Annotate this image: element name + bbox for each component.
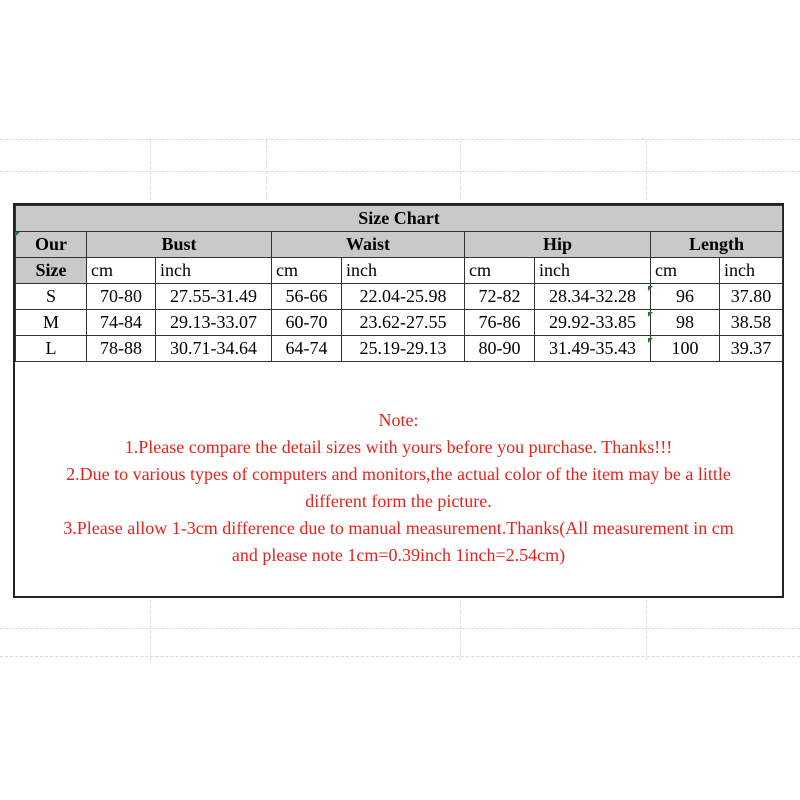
data-cell: 60-70 — [272, 310, 342, 336]
note-line: 2.Due to various types of computers and monitors,the actual color of the item may be a little — [66, 464, 731, 484]
unit-cell: cm — [651, 258, 720, 284]
unit-cell: cm — [87, 258, 156, 284]
data-cell: 22.04-25.98 — [342, 284, 465, 310]
title-row — [16, 206, 783, 232]
sheet-gridline — [646, 140, 647, 200]
data-cell: 31.49-35.43 — [535, 336, 651, 362]
data-cell: 80-90 — [465, 336, 535, 362]
unit-cell: inch — [535, 258, 651, 284]
cell-comment-marker — [648, 286, 653, 291]
sheet-gridline — [0, 656, 800, 657]
group-header-row — [16, 232, 783, 258]
unit-cell: inch — [156, 258, 272, 284]
data-cell: 56-66 — [272, 284, 342, 310]
bust-header: Bust — [87, 232, 272, 258]
unit-cell: inch — [342, 258, 465, 284]
data-cell: 39.37 — [720, 336, 783, 362]
data-cell: 98 — [651, 310, 720, 336]
table-row — [16, 336, 783, 362]
data-cell: 25.19-29.13 — [342, 336, 465, 362]
data-cell: 74-84 — [87, 310, 156, 336]
note-line: 3.Please allow 1-3cm difference due to manual measurement.Thanks(All measurement in cm — [63, 518, 734, 538]
data-cell: 23.62-27.55 — [342, 310, 465, 336]
sheet-gridline — [460, 140, 461, 200]
data-cell: 30.71-34.64 — [156, 336, 272, 362]
data-cell: 29.13-33.07 — [156, 310, 272, 336]
sheet-gridline — [0, 171, 800, 172]
unit-cell: inch — [720, 258, 783, 284]
data-cell: 27.55-31.49 — [156, 284, 272, 310]
chart-title: Size Chart — [16, 206, 783, 232]
note-line: and please note 1cm=0.39inch 1inch=2.54cm) — [231, 545, 566, 565]
data-cell: 78-88 — [87, 336, 156, 362]
data-cell: 29.92-33.85 — [535, 310, 651, 336]
sheet-gridline — [460, 600, 461, 660]
our-size-header-top: Our — [16, 232, 87, 258]
data-cell: 70-80 — [87, 284, 156, 310]
length-header: Length — [651, 232, 783, 258]
our-size-header-bottom: Size — [16, 258, 87, 284]
sheet-gridline — [0, 628, 800, 629]
sheet-gridline — [266, 140, 267, 200]
size-label: M — [16, 310, 87, 336]
note-line: different form the picture. — [305, 491, 492, 511]
data-cell: 100 — [651, 336, 720, 362]
sheet-gridline — [646, 600, 647, 660]
hip-header: Hip — [465, 232, 651, 258]
data-cell: 28.34-32.28 — [535, 284, 651, 310]
note-heading: Note: — [378, 410, 419, 430]
sheet-gridline — [150, 600, 151, 660]
note-block — [15, 407, 782, 569]
size-chart-table — [15, 205, 783, 362]
note-line: 1.Please compare the detail sizes with yours before you purchase. Thanks!!! — [124, 437, 673, 457]
size-label: L — [16, 336, 87, 362]
sheet-gridline — [150, 140, 151, 200]
data-cell: 76-86 — [465, 310, 535, 336]
data-cell: 64-74 — [272, 336, 342, 362]
cell-comment-marker — [15, 232, 20, 237]
data-cell: 96 — [651, 284, 720, 310]
waist-header: Waist — [272, 232, 465, 258]
unit-cell: cm — [272, 258, 342, 284]
sheet-gridline — [0, 139, 800, 140]
size-label: S — [16, 284, 87, 310]
table-row — [16, 284, 783, 310]
cell-comment-marker — [648, 312, 653, 317]
unit-cell: cm — [465, 258, 535, 284]
size-chart-sheet — [13, 203, 784, 598]
data-cell: 72-82 — [465, 284, 535, 310]
table-row — [16, 310, 783, 336]
unit-header-row — [16, 258, 783, 284]
cell-comment-marker — [648, 338, 653, 343]
data-cell: 37.80 — [720, 284, 783, 310]
data-cell: 38.58 — [720, 310, 783, 336]
